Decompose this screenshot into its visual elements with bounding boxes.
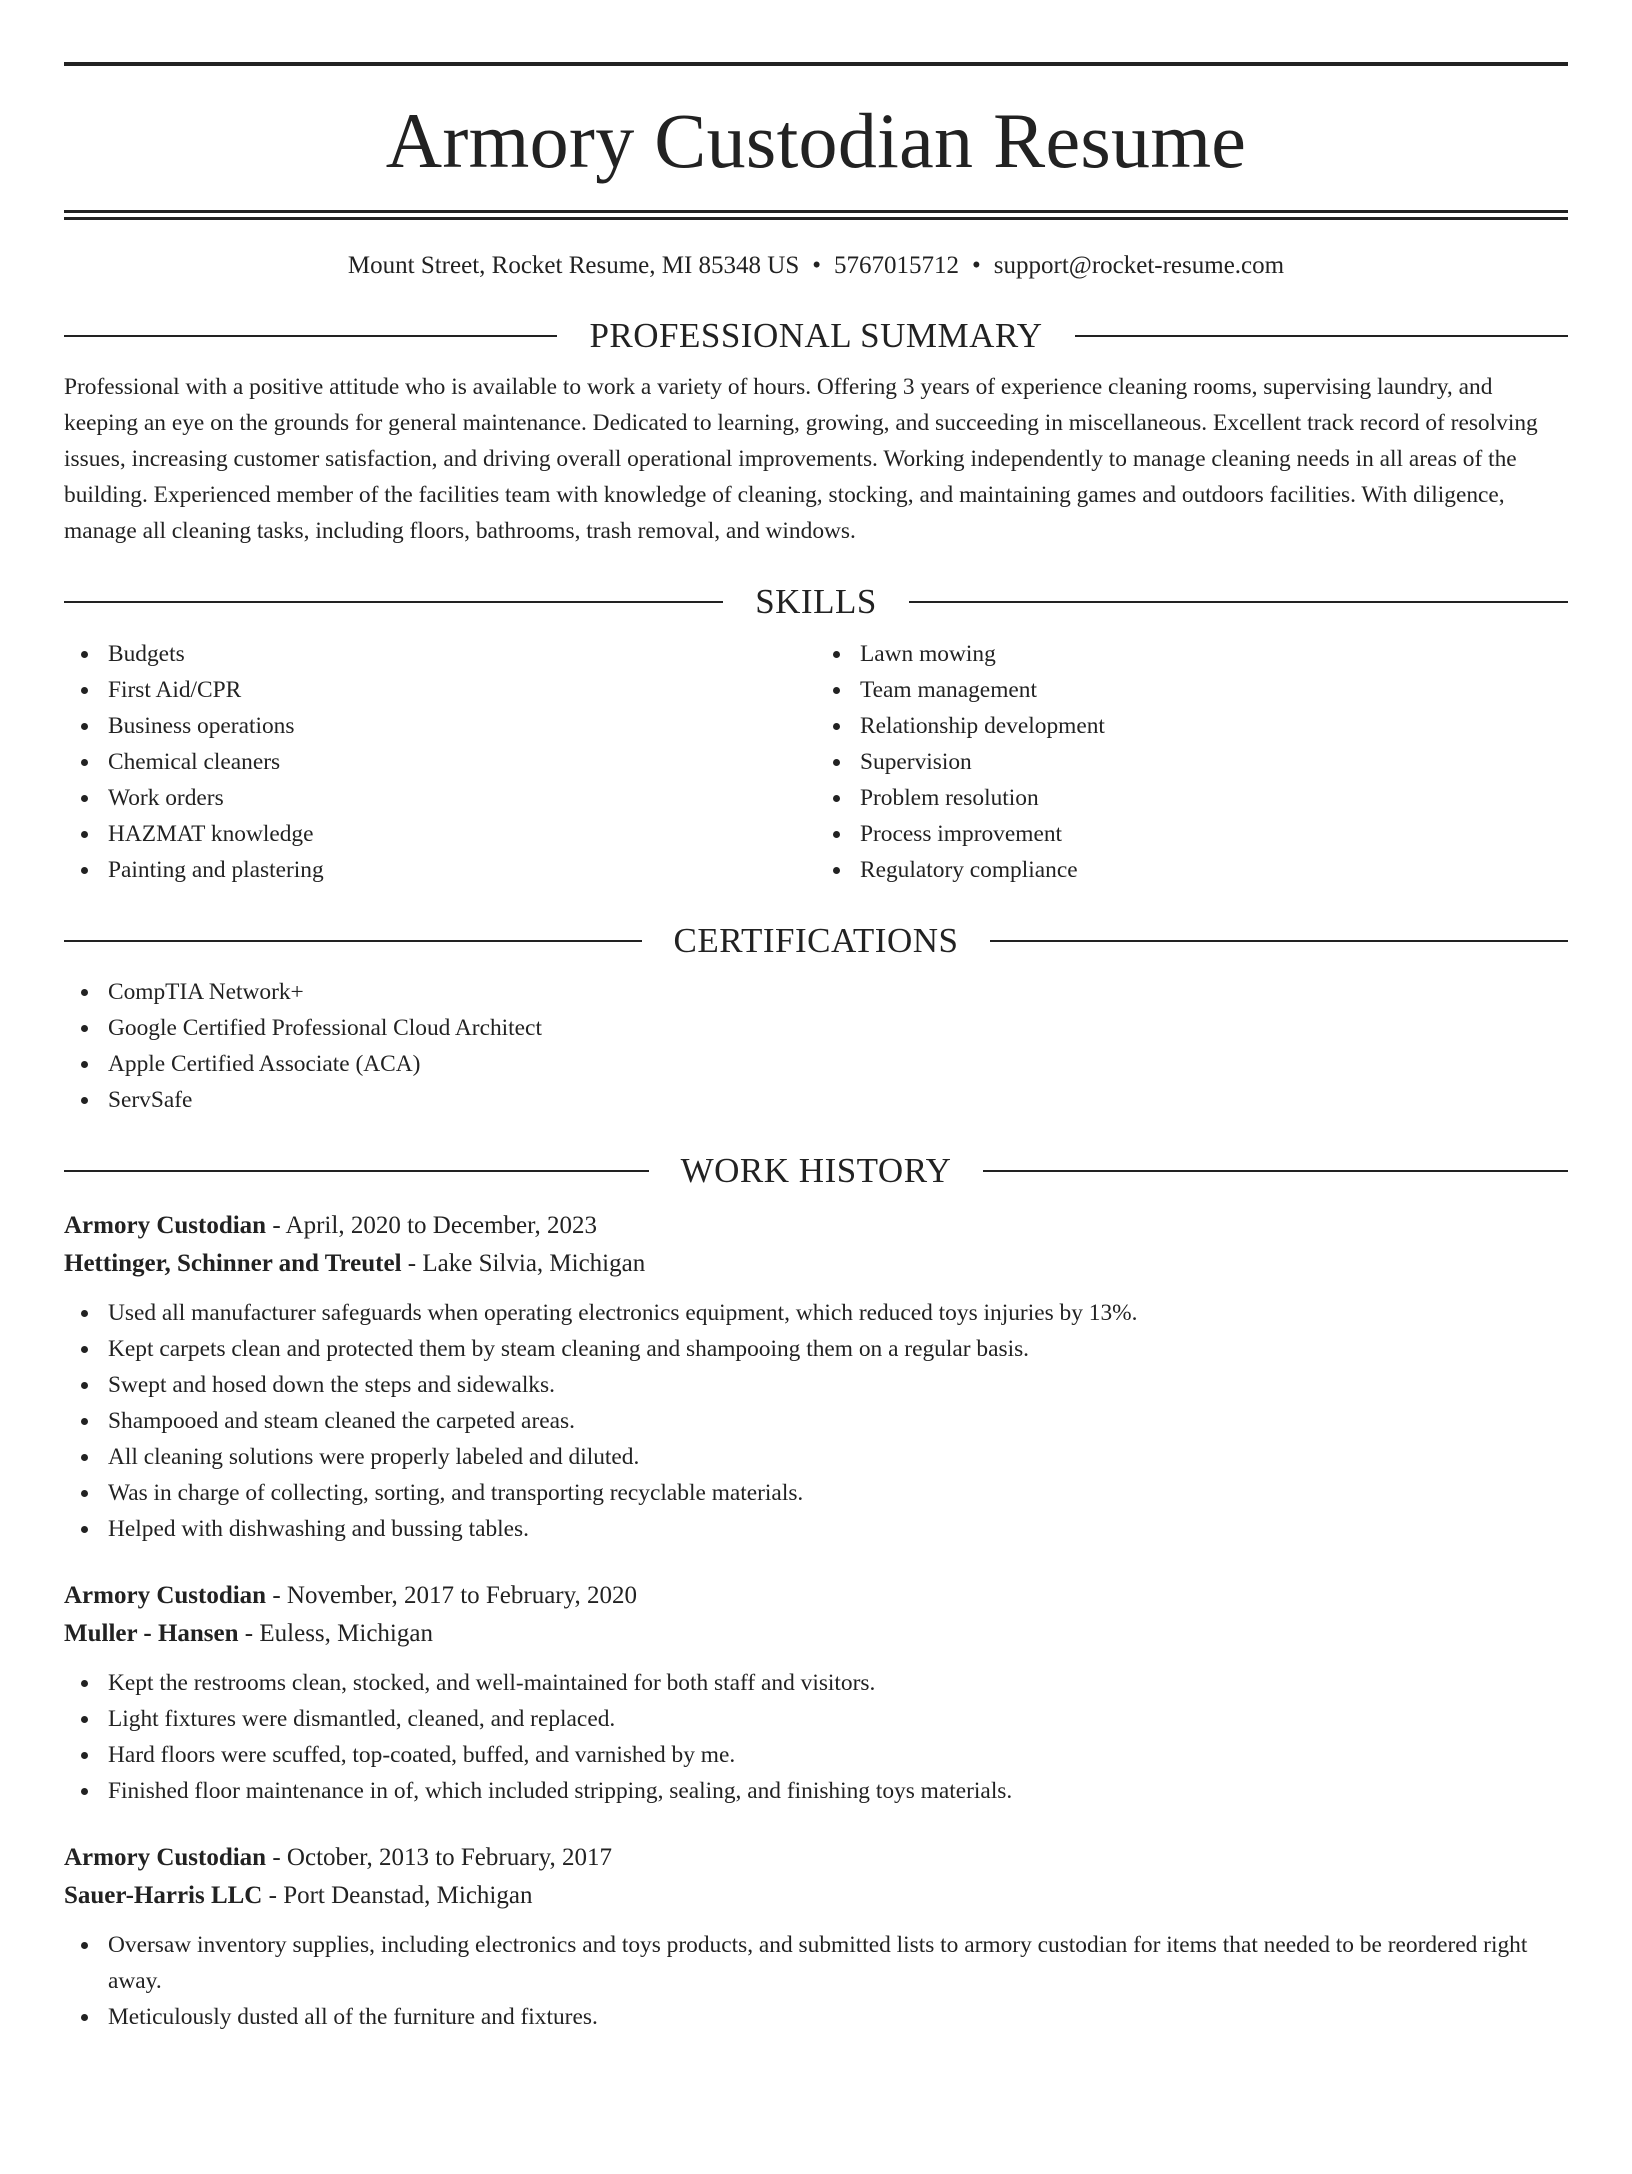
skill-item: Team management (860, 672, 1568, 708)
job-duties-list (64, 1927, 1568, 2035)
job-location: Euless, Michigan (259, 1619, 433, 1647)
job-dates: November, 2017 to February, 2020 (286, 1581, 638, 1609)
certifications-heading (64, 922, 1568, 961)
job-title: Armory Custodian (64, 1211, 267, 1239)
heading-rule (1075, 335, 1568, 337)
summary-heading-label: PROFESSIONAL SUMMARY (589, 315, 1043, 355)
summary-heading (64, 317, 1568, 356)
job-title: Armory Custodian (64, 1843, 267, 1871)
job-duty: All cleaning solutions were properly labeled and diluted. (108, 1439, 1568, 1475)
job-location: Lake Silvia, Michigan (422, 1249, 646, 1277)
job-duty: Oversaw inventory supplies, including electronics and toys products, and submitted lists to armory custodian for items that needed to be reordered right away. (108, 1927, 1568, 1999)
job-duty: Swept and hosed down the steps and sidewalks. (108, 1367, 1568, 1403)
job-dates: April, 2020 to December, 2023 (285, 1211, 597, 1239)
certifications-list (64, 974, 1568, 1118)
skill-item: Business operations (108, 708, 816, 744)
title-double-rule (64, 210, 1568, 220)
contact-phone: 5767015712 (834, 252, 960, 279)
job-duty: Hard floors were scuffed, top-coated, buffed, and varnished by me. (108, 1737, 1568, 1773)
skills-columns (64, 636, 1568, 888)
skill-item: First Aid/CPR (108, 672, 816, 708)
job-company-line: Hettinger, Schinner and Treutel - Lake Silvia, Michigan (64, 1249, 646, 1277)
job-company: Muller - Hansen (64, 1619, 239, 1647)
skills-list-right (816, 636, 1568, 888)
work-history-heading (64, 1152, 1568, 1191)
contact-separator: • (972, 252, 981, 279)
certification-item: Google Certified Professional Cloud Architect (108, 1010, 1568, 1046)
job-duty: Shampooed and steam cleaned the carpeted areas. (108, 1403, 1568, 1439)
contact-email: support@rocket-resume.com (993, 252, 1285, 279)
skill-item: HAZMAT knowledge (108, 816, 816, 852)
job-duties-list (64, 1665, 1568, 1809)
work-history-heading-label: WORK HISTORY (680, 1151, 952, 1190)
skills-heading (64, 583, 1568, 622)
job-company-line: Muller - Hansen - Euless, Michigan (64, 1619, 433, 1647)
skill-item: Supervision (860, 744, 1568, 780)
skill-item: Problem resolution (860, 780, 1568, 816)
job-duty: Used all manufacturer safeguards when operating electronics equipment, which reduced toys injuries by 13%. (108, 1295, 1568, 1331)
job-title-line: Armory Custodian - November, 2017 to February, 2020 (64, 1581, 638, 1609)
skill-item: Relationship development (860, 708, 1568, 744)
job-company: Sauer-Harris LLC (64, 1881, 263, 1909)
job-duty: Light fixtures were dismantled, cleaned, and replaced. (108, 1701, 1568, 1737)
certifications-heading-label: CERTIFICATIONS (673, 920, 959, 960)
certification-item: CompTIA Network+ (108, 974, 1568, 1010)
skills-heading-label: SKILLS (755, 582, 877, 621)
job-duty: Kept carpets clean and protected them by steam cleaning and shampooing them on a regular basis. (108, 1331, 1568, 1367)
skills-list-left (64, 636, 816, 888)
skill-item: Painting and plastering (108, 852, 816, 888)
job-duty: Helped with dishwashing and bussing tables. (108, 1511, 1568, 1547)
heading-rule (909, 601, 1568, 603)
contact-separator: • (812, 252, 822, 279)
job-company: Hettinger, Schinner and Treutel (64, 1249, 402, 1277)
contact-address: Mount Street, Rocket Resume, MI 85348 US (347, 252, 800, 279)
job-entry (64, 1577, 1568, 1809)
skill-item: Process improvement (860, 816, 1568, 852)
skill-item: Regulatory compliance (860, 852, 1568, 888)
job-entry (64, 1839, 1568, 2035)
job-duty: Was in charge of collecting, sorting, and transporting recyclable materials. (108, 1475, 1568, 1511)
skill-item: Work orders (108, 780, 816, 816)
certification-item: ServSafe (108, 1082, 1568, 1118)
skill-item: Lawn mowing (860, 636, 1568, 672)
job-duty: Meticulously dusted all of the furniture and fixtures. (108, 1999, 1568, 2035)
job-company-line: Sauer-Harris LLC - Port Deanstad, Michigan (64, 1881, 533, 1909)
job-location: Port Deanstad, Michigan (283, 1881, 533, 1909)
heading-rule (990, 940, 1568, 942)
job-title-line: Armory Custodian - April, 2020 to December, 2023 (64, 1211, 597, 1239)
heading-rule (64, 1170, 649, 1172)
job-duty: Finished floor maintenance in of, which included stripping, sealing, and finishing toys materials. (108, 1773, 1568, 1809)
job-title-line: Armory Custodian - October, 2013 to February, 2017 (64, 1843, 613, 1871)
top-rule (64, 62, 1568, 66)
heading-rule (64, 335, 557, 337)
contact-line (64, 250, 1568, 283)
job-dates: October, 2013 to February, 2017 (286, 1843, 613, 1871)
resume-page (0, 62, 1632, 2174)
skill-item: Chemical cleaners (108, 744, 816, 780)
heading-rule (64, 940, 642, 942)
certification-item: Apple Certified Associate (ACA) (108, 1046, 1568, 1082)
job-duties-list (64, 1295, 1568, 1547)
skill-item: Budgets (108, 636, 816, 672)
job-duty: Kept the restrooms clean, stocked, and well-maintained for both staff and visitors. (108, 1665, 1568, 1701)
job-title: Armory Custodian (64, 1581, 267, 1609)
summary-text: Professional with a positive attitude who is available to work a variety of hours. Offering 3 years of experience cleaning rooms, supervising laundry, and keeping an eye on the grounds for general maintenance. Dedicated to learning, growing, and succeeding in miscellaneous. Excellent track record of resolving issues, increasing customer satisfaction, and driving overall operational improvements. Working independently to manage cleaning needs in all areas of the building. Experienced member of the facilities team with knowledge of cleaning, stocking, and maintaining games and outdoors facilities. With diligence, manage all cleaning tasks, including floors, bathrooms, trash removal, and windows. (64, 374, 1538, 544)
heading-rule (983, 1170, 1568, 1172)
heading-rule (64, 601, 723, 603)
job-entry (64, 1207, 1568, 1547)
resume-title: Armory Custodian Resume (385, 97, 1247, 184)
